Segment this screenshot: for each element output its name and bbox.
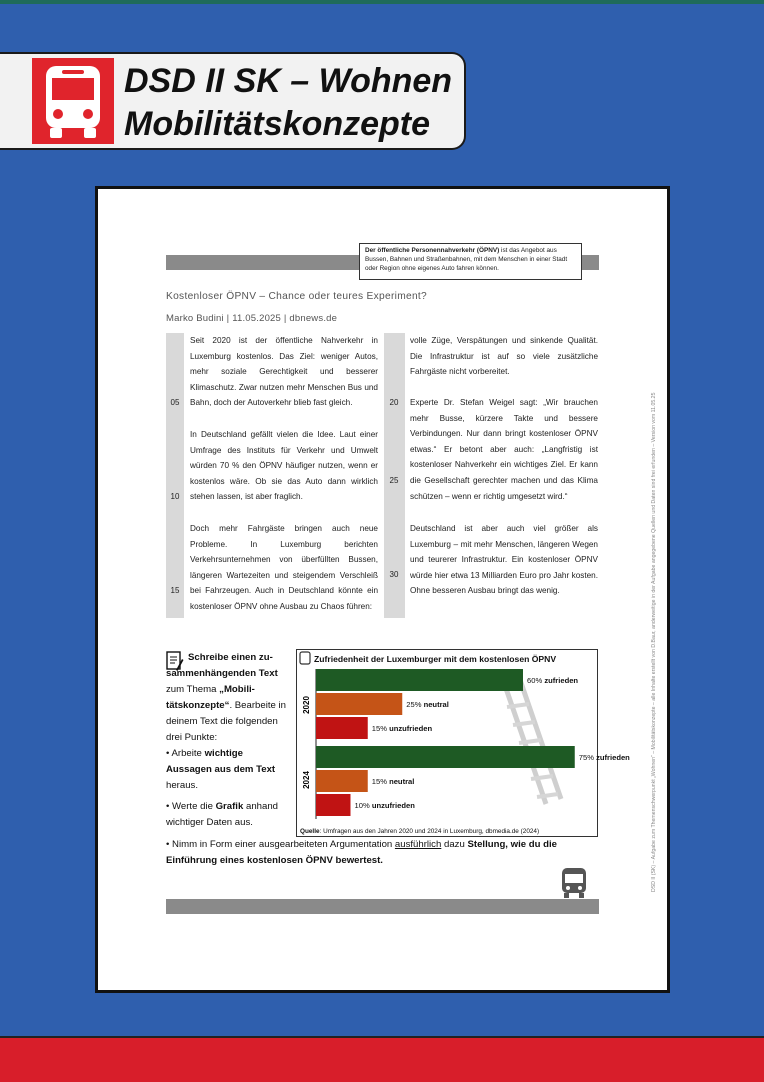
- chart-data-label: 75% zufrieden: [578, 753, 630, 762]
- chart-source: [300, 828, 539, 835]
- chart-data-label: 10% unzufrieden: [354, 801, 415, 810]
- chart-bar: [316, 717, 368, 739]
- chart-source-label: Quelle: [300, 828, 320, 835]
- satisfaction-chart: [296, 649, 630, 837]
- bottom-red-band: [0, 1036, 764, 1082]
- chart-group-label: 2020: [302, 696, 311, 714]
- task-topic: „Mobili-tätskonzepte“: [166, 684, 255, 711]
- chart-data-label: 15% neutral: [371, 777, 415, 786]
- task-text: dazu: [441, 839, 468, 850]
- task-bullet-1: [166, 746, 290, 794]
- task-instructions: [166, 650, 290, 746]
- chart-data-label: 25% neutral: [406, 700, 449, 709]
- rail-track-decoration: [501, 674, 561, 804]
- chart-bar: [316, 770, 368, 792]
- page-title-line2: Mobilitätskonzepte: [124, 105, 431, 143]
- definition-text: ist das Angebot aus Bussen, Bahnen und Straßenbahnen, mit dem Menschen in einer Stadt oder Region ohne eigenes Auto fahren können.: [365, 247, 568, 272]
- definition-term: Der öffentliche Personennahverkehr (ÖPNV): [365, 247, 500, 254]
- task-text-word: Text: [258, 668, 278, 679]
- article-paragraph: Experte Dr. Stefan Weigel sagt: „Wir brauchen mehr Busse, kürzere Takte und bessere Verbindungen. Nur dann bringt kostenloser ÖPNV etwas.“ Er betont aber auch: „Langfristig ist kostenloser Nahverkehr ein wichtiges Ziel. Er kann die Gesellschaft gerechter machen und das Klima schützen – wenn er richtig umgesetzt wird.“: [410, 398, 598, 501]
- task-text: heraus.: [166, 780, 198, 791]
- top-accent-line: [0, 0, 764, 4]
- line-number: 20: [389, 398, 399, 407]
- chart-bar: [316, 693, 402, 715]
- page-title-line1: DSD II SK – Wohnen: [124, 62, 453, 100]
- chart-source-text: : Umfragen aus den Jahren 2020 und 2024 in Luxemburg, dbmedia.de (2024): [319, 828, 540, 835]
- bus-icon: [32, 58, 114, 144]
- bus-footer-icon: [560, 866, 588, 899]
- task-text: • Werte die: [166, 801, 216, 812]
- line-number: 25: [389, 476, 399, 485]
- task-underline: ausführlich: [394, 839, 442, 850]
- article-paragraph: Seit 2020 ist der öffentliche Nahverkehr in Luxemburg kostenlos. Das Ziel: weniger Autos, mehr soziale Gerechtigkeit und besserer Klimaschutz. Zwar nutzen mehr Menschen Bus und Bahn, doch der Autoverkehr blieb fast gleich.: [190, 336, 378, 408]
- chart-bar: [316, 746, 575, 768]
- chart-data-label: 15% unzufrieden: [371, 724, 433, 733]
- line-number-column-left: [166, 333, 184, 618]
- chart-bar: [316, 794, 351, 816]
- task-bullet-3: [166, 837, 606, 869]
- article-byline: Marko Budini | 11.05.2025 | dbnews.de: [166, 313, 338, 324]
- footer-grey-bar: [166, 899, 599, 914]
- task-text: anhand wichtiger Daten aus.: [166, 801, 278, 828]
- article-paragraph: Deutschland ist aber auch viel größer als Luxemburg – mit mehr Menschen, längeren Wegen und teurerer Infrastruktur. Ein kostenloser ÖPNV würde hier etwa 13 Milliarden Euro pro Jahr kosten. Ohne besseren Ausbau bringt das wenig.: [410, 524, 598, 596]
- definition-box: [359, 243, 582, 280]
- task-text: • Nimm in Form einer ausgearbeiteten Argumentation: [166, 839, 395, 850]
- article-paragraph: In Deutschland gefällt vielen die Idee. Laut einer Umfrage des Instituts für Verkehr und Umwelt würden 70 % den ÖPNV häufiger nutzen, wenn er kostenlos wäre. Ob sie das Auto dann wirklich stehen lassen, ist aber fraglich.: [190, 430, 378, 502]
- line-number: 05: [170, 398, 180, 407]
- chart-group-label: 2024: [302, 771, 311, 789]
- task-text: . Bearbeite in deinem Text die folgenden drei Punkte:: [166, 700, 286, 743]
- chart-bar: [316, 669, 523, 691]
- task-text: zum Thema: [166, 684, 220, 695]
- article-headline: Kostenloser ÖPNV – Chance oder teures Experiment?: [166, 291, 428, 302]
- task-bold: Stellung, wie du die Einführung eines kostenlosen ÖPNV bewertest.: [166, 839, 558, 866]
- line-number: 15: [170, 586, 180, 595]
- task-text: • Arbeite: [166, 748, 205, 759]
- task-bullet-2: [166, 799, 290, 831]
- chart-data-label: 60% zufrieden: [527, 676, 579, 685]
- article-paragraph: volle Züge, Verspätungen und sinkende Qualität. Die Infrastruktur ist auf so viele zusätzliche Fahrgäste nicht vorbereitet.: [410, 336, 598, 377]
- line-number: 30: [389, 570, 399, 579]
- task-bold: wichtige Aussagen aus dem Text: [166, 748, 276, 775]
- task-intro-bold: Schreibe einen zu-sammenhängenden: [166, 652, 273, 679]
- task-bold: Grafik: [215, 801, 244, 812]
- line-number: 10: [170, 492, 180, 501]
- side-copyright-note: [651, 280, 661, 892]
- bus-icon: [300, 652, 310, 664]
- chart-title: Zufriedenheit der Luxemburger mit dem kostenlosen ÖPNV: [314, 654, 557, 664]
- side-note-text: DSD II (SK) – Aufgabe zum Themenschwerpunkt „Wohnen“ – Mobilitätskonzepte – alle Inhalte erstellt von D.Baur, anderweitige in der Aufgabe angegebene Quellen und Daten sind frei erfunden – Version vom 11.05.25: [651, 392, 657, 892]
- article-paragraph: Doch mehr Fahrgäste bringen auch neue Probleme. In Luxemburg berichten Verkehrsunternehmen von überfüllten Bussen, längeren Wartezeiten und steigendem Verschleiß bei Fahrzeugen. Auch in Deutschland könnte ein kostenloser ÖPNV ohne Ausbau zu Chaos führen:: [190, 524, 378, 611]
